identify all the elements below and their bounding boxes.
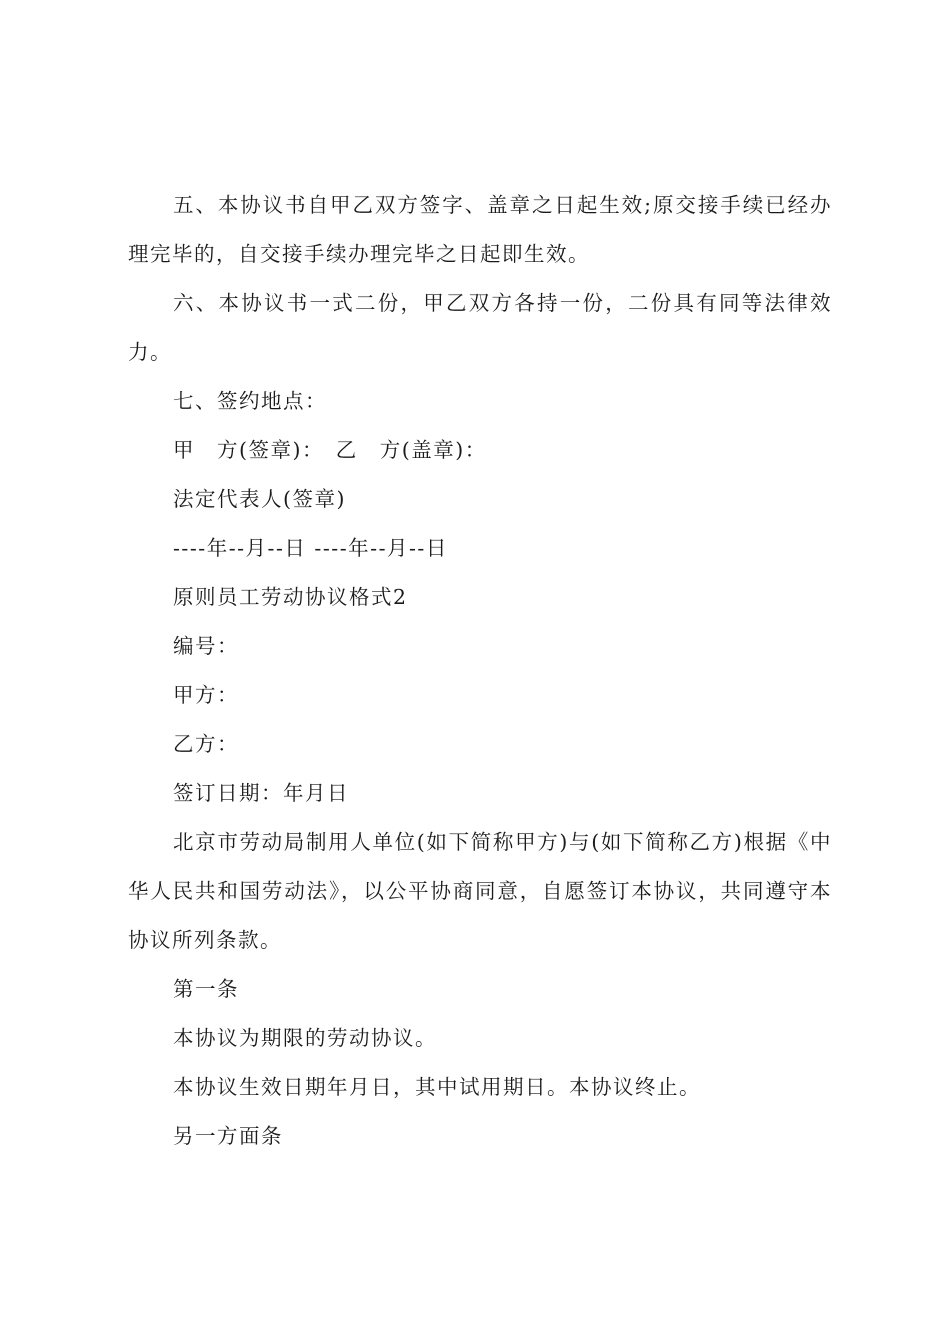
intro-paragraph: 北京市劳动局制用人单位(如下简称甲方)与(如下简称乙方)根据《中华人民共和国劳动法》，以公平协商同意，自愿签订本协议，共同遵守本协议所列条款。 (128, 830, 832, 952)
clause-five: 五、本协议书自甲乙双方签字、盖章之日起生效;原交接手续已经办理完毕的，自交接手续办理完毕之日起即生效。 (128, 193, 832, 266)
article-two-heading: 另一方面条 (173, 1124, 283, 1148)
party-b-field: 乙方： (173, 732, 239, 756)
clause-seven: 七、签约地点： (173, 389, 327, 413)
article-one-heading: 第一条 (173, 977, 239, 1001)
signing-date-field: 签订日期：年月日 (173, 781, 349, 805)
section-title: 原则员工劳动协议格式2 (173, 585, 408, 609)
document-page (128, 181, 832, 1161)
contract-term-type: 本协议为期限的劳动协议。 (173, 1026, 437, 1050)
effective-date-clause: 本协议生效日期年月日，其中试用期日。本协议终止。 (173, 1075, 701, 1099)
signature-parties: 甲 方(签章)： 乙 方(盖章)： (173, 438, 487, 462)
document-number: 编号： (173, 634, 239, 658)
party-a-field: 甲方： (173, 683, 239, 707)
clause-six: 六、本协议书一式二份，甲乙双方各持一份，二份具有同等法律效力。 (128, 291, 832, 364)
signature-dates: ----年--月--日 ----年--月--日 (173, 536, 448, 560)
legal-representative: 法定代表人(签章) (173, 487, 346, 511)
